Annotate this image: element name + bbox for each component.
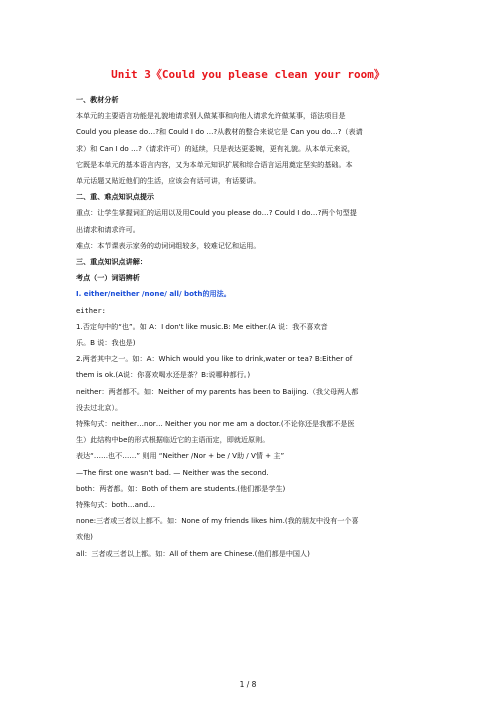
text-line: 出请求和请求许可。 <box>76 224 140 234</box>
text-line: 生）此结构中be的形式根据临近它的主语而定，即就近原则。 <box>76 435 270 445</box>
text-line: 1.否定句中的“也”。如 A：I don't like music.B: Me either.(A 说：我不喜欢音 <box>76 321 328 331</box>
text-line: 欢他) <box>76 532 93 542</box>
text-line: both：两者都。如：Both of them are students.(他们都是学生) <box>76 483 286 493</box>
text-line: 求）和 Can I do …?（请求许可）的延续，只是表达更委婉，更有礼貌。从本单元来说， <box>76 143 355 153</box>
text-line: 2.两者其中之一。如：A：Which would you like to drink,water or tea? B:Either of <box>76 354 353 364</box>
text-line: all：三者或三者以上都。如：All of them are Chinese.(他们都是中国人) <box>76 548 310 558</box>
text-line: none:三者或三者以上都不。如：None of my friends likes him.(我的朋友中没有一个喜 <box>76 516 359 526</box>
text-line: 它既是本单元的基本语言内容，又为本单元知识扩展和综合语言运用奠定坚实的基础。本 <box>76 159 353 169</box>
subsection-heading: Ⅰ. either/neither /none/ all/ both的用法。 <box>76 289 231 299</box>
text-line: either: <box>76 305 106 315</box>
text-line: 乐。B 说：我也是) <box>76 338 136 348</box>
text-line: 难点：本节课表示家务的动词词组较多，较难记忆和运用。 <box>76 240 261 250</box>
text-line: 没去过北京）。 <box>76 402 123 412</box>
section-heading: 三、重点知识点讲解： <box>76 257 147 267</box>
section-heading: 一、教材分析 <box>76 95 119 104</box>
text-line: 单元话题又贴近他们的生活，应该会有话可讲，有话要讲。 <box>76 176 261 186</box>
text-line: Could you please do…?和 Could I do …?从教材的整合来说它是 Can you do…?（表请 <box>76 127 363 137</box>
page-number: 1 / 8 <box>239 680 257 689</box>
section-heading: 二、重、难点知识点提示 <box>76 192 155 202</box>
text-line: 特殊句式：neither…nor… Neither you nor me am a doctor.(不论你还是我都不是医 <box>76 419 355 429</box>
text-line: 重点：让学生掌握词汇的运用以及用Could you please do…? Could I do…?两个句型提 <box>76 208 357 218</box>
text-line: 本单元的主要语言功能是礼貌地请求别人做某事和向他人请求允许做某事，语法项目是 <box>76 111 346 121</box>
document-body <box>76 92 422 562</box>
text-line: —The first one wasn't bad. — Neither was the second. <box>76 467 269 477</box>
section-heading: 考点（一）词语辨析 <box>76 273 140 283</box>
page-title: Unit 3《Could you please clean your room》 <box>111 68 385 81</box>
text-line: 特殊句式：both…and… <box>76 500 156 510</box>
text-line: them is ok.(A说：你喜欢喝水还是茶？B:说哪种都行。) <box>76 370 251 380</box>
text-line: neither：两者都不。如：Neither of my parents has been to Baijing.（我父母两人都 <box>76 386 359 396</box>
text-line: 表达“……也不……” 则用 “Neither /Nor + be / V助 / V情 + 主” <box>76 451 285 461</box>
